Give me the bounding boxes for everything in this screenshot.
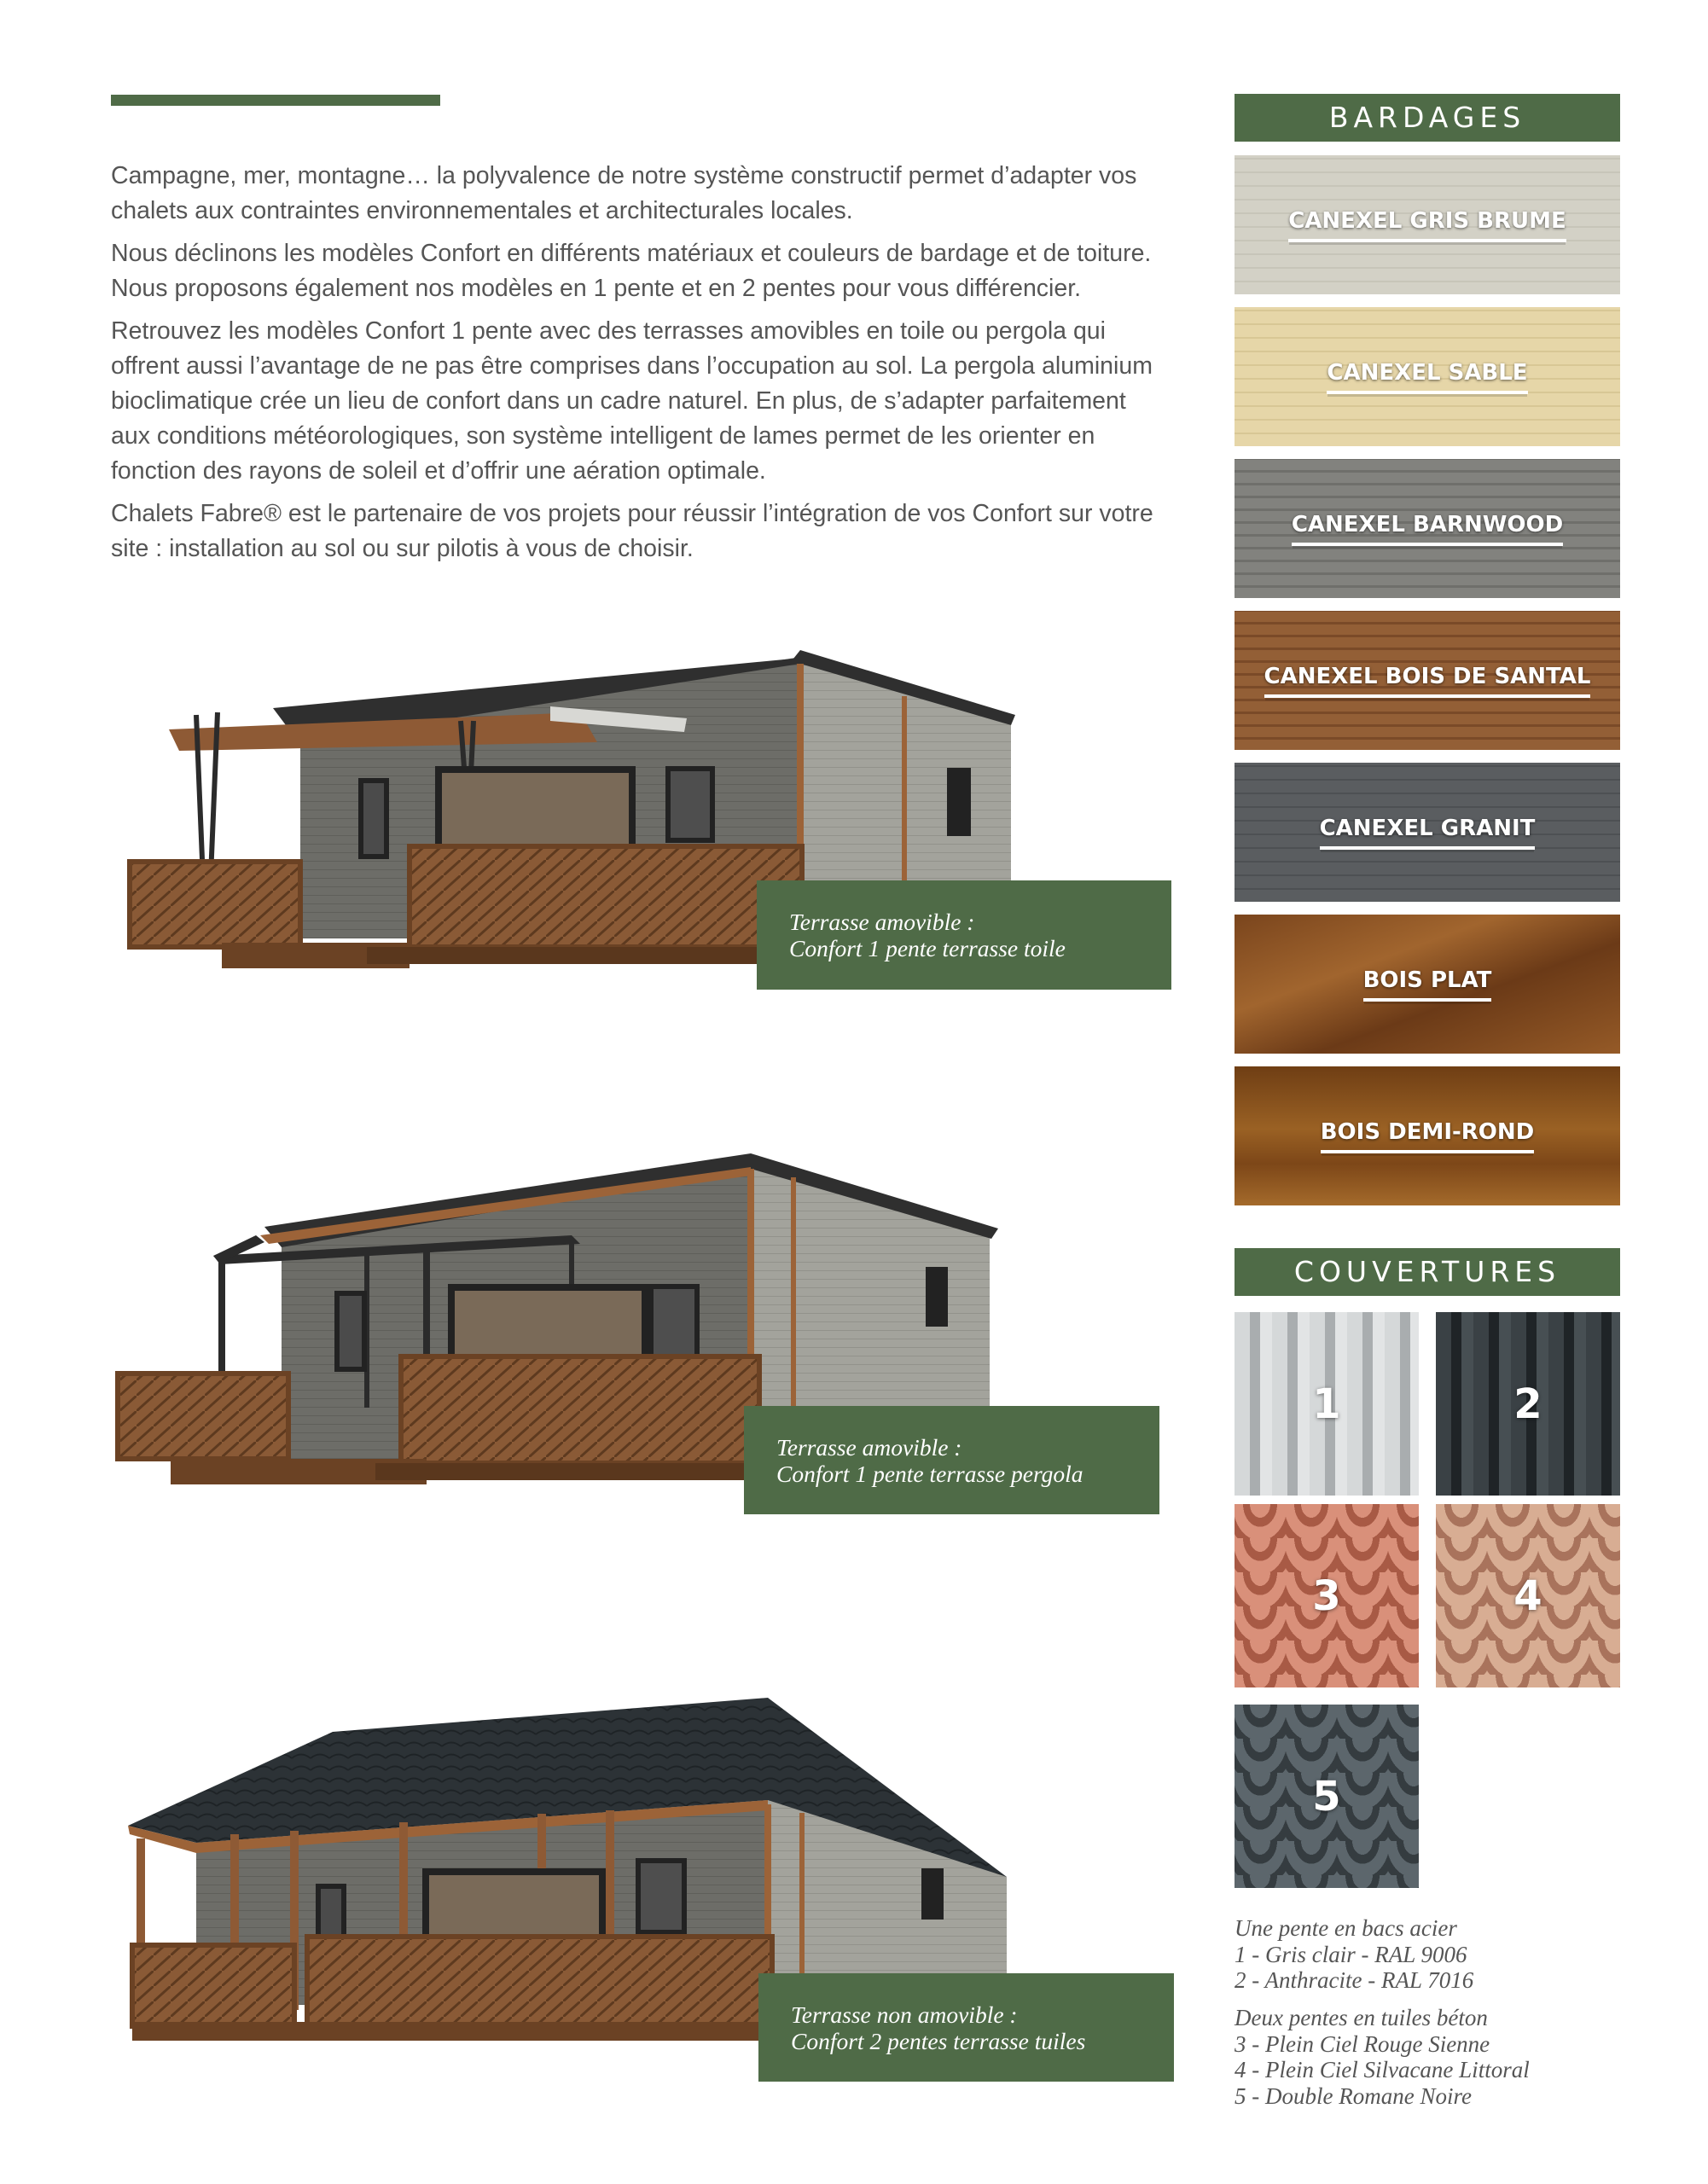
roof-tile-2 [1436, 1312, 1620, 1496]
swatch-label: CANEXEL GRIS BRUME [1288, 208, 1566, 242]
caption-tuiles-line2: Confort 2 pentes terrasse tuiles [791, 2027, 1086, 2054]
caption-pergola-line2: Confort 1 pente terrasse pergola [776, 1460, 1083, 1487]
swatch-bois-plat [1235, 915, 1620, 1054]
legend-line: 2 - Anthracite - RAL 7016 [1235, 1967, 1474, 1993]
legend-line: 3 - Plein Ciel Rouge Sienne [1235, 2030, 1490, 2057]
roof-tile-3 [1235, 1504, 1419, 1687]
legend-line: 4 - Plein Ciel Silvacane Littoral [1235, 2057, 1530, 2082]
caption-pergola [744, 1406, 1159, 1514]
legend-heading: Une pente en bacs acier [1235, 1915, 1457, 1941]
swatch-canexel-barnwood [1235, 459, 1620, 598]
intro-text [111, 159, 1160, 574]
roof-tile-number: 2 [1513, 1380, 1542, 1428]
legend-line: 1 - Gris clair - RAL 9006 [1235, 1941, 1467, 1967]
intro-paragraph-1: Campagne, mer, montagne… la polyvalence de notre système constructif permet d’adapter vos chalets aux contraintes environnementales et architecturales locales. [111, 162, 1137, 224]
roof-legend-tuiles [1235, 2005, 1635, 2109]
roof-tile-1 [1235, 1312, 1419, 1496]
swatch-label: CANEXEL SABLE [1327, 360, 1527, 394]
caption-tuiles-line1: Terrasse non amovible : [791, 2001, 1018, 2028]
swatch-bois-demi-rond [1235, 1066, 1620, 1205]
couvertures-header: COUVERTURES [1235, 1248, 1620, 1296]
swatch-label: BOIS DEMI-ROND [1321, 1119, 1535, 1153]
swatch-canexel-gris-brume [1235, 155, 1620, 294]
caption-toile [757, 880, 1171, 990]
swatch-canexel-granit [1235, 763, 1620, 902]
caption-pergola-line1: Terrasse amovible : [776, 1433, 962, 1461]
intro-paragraph-4: Chalets Fabre® est le partenaire de vos projets pour réussir l’intégration de vos Confort sur votre site : installation au sol ou sur pilotis à vous de choisir. [111, 500, 1153, 562]
roof-tile-number: 5 [1312, 1772, 1341, 1821]
swatch-canexel-sable [1235, 307, 1620, 446]
roof-tile-number: 3 [1312, 1571, 1341, 1620]
swatch-label: CANEXEL BOIS DE SANTAL [1264, 664, 1591, 698]
caption-tuiles [758, 1973, 1174, 2082]
bardages-header: BARDAGES [1235, 94, 1620, 142]
caption-toile-line2: Confort 1 pente terrasse toile [789, 935, 1066, 961]
swatch-label: BOIS PLAT [1363, 967, 1492, 1002]
intro-paragraph-2: Nous déclinons les modèles Confort en différents matériaux et couleurs de bardage et de toiture. Nous proposons également nos modèles en 1 pente et en 2 pentes pour vous différencier. [111, 240, 1152, 302]
swatch-label: CANEXEL BARNWOOD [1292, 512, 1563, 546]
roof-tile-number: 1 [1312, 1380, 1341, 1428]
legend-line: 5 - Double Romane Noire [1235, 2082, 1472, 2109]
roof-legend-acier [1235, 1915, 1635, 1994]
roof-tile-4 [1436, 1504, 1620, 1687]
roof-tile-5 [1235, 1705, 1419, 1888]
swatch-label: CANEXEL GRANIT [1320, 816, 1536, 850]
intro-paragraph-3: Retrouvez les modèles Confort 1 pente avec des terrasses amovibles en toile ou pergola qui offrent aussi l’avantage de ne pas être comprises dans l’occupation au sol. La pergola aluminium bioclimatique crée un lieu de confort dans un cadre naturel. En plus, de s’adapter parfaitement aux conditions météorologiques, son système intelligent de lames permet de les orienter en fonction des rayons de soleil et d’offrir une aération optimale. [111, 317, 1153, 485]
roof-tile-number: 4 [1513, 1571, 1542, 1620]
caption-toile-line1: Terrasse amovible : [789, 909, 975, 935]
decorative-top-bar [111, 95, 440, 106]
swatch-canexel-bois-de-santal [1235, 611, 1620, 750]
legend-heading: Deux pentes en tuiles béton [1235, 2005, 1488, 2030]
